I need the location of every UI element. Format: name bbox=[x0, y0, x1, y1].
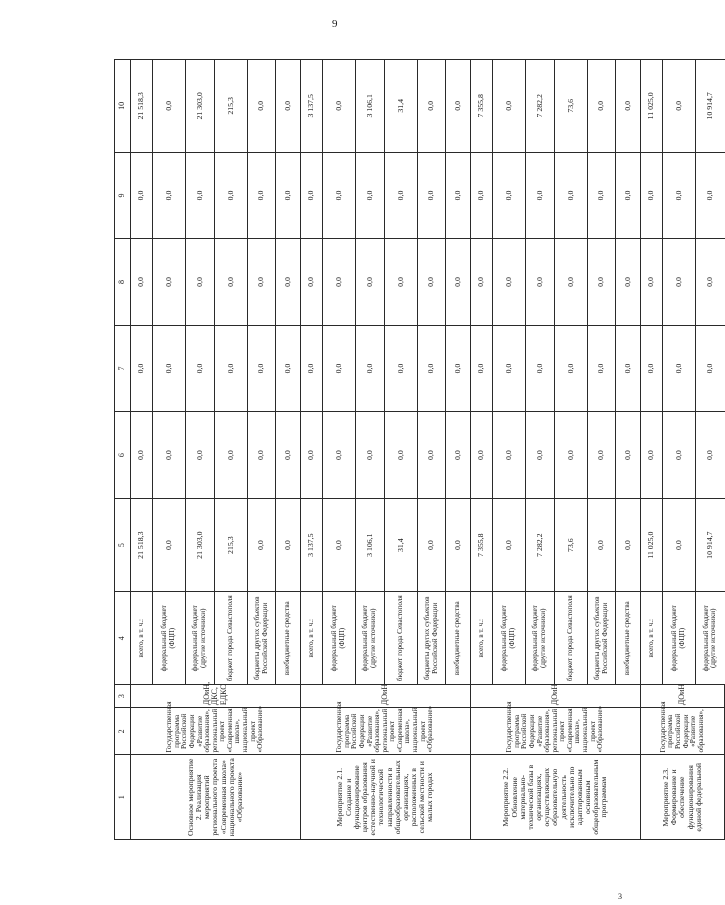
amount-v6: 0,0 bbox=[385, 412, 418, 499]
amount-v10: 31,4 bbox=[385, 60, 418, 153]
column-header-5: 5 bbox=[115, 498, 131, 592]
funding-source: федеральный бюджет (другие источники) bbox=[186, 592, 215, 685]
amount-v8: 0,0 bbox=[153, 239, 186, 326]
amount-v10: 7 355,8 bbox=[471, 60, 493, 153]
amount-v7: 0,0 bbox=[323, 325, 356, 412]
amount-v6: 0,0 bbox=[323, 412, 356, 499]
amount-v10: 7 282,2 bbox=[526, 60, 555, 153]
amount-v9: 0,0 bbox=[616, 152, 641, 239]
amount-v9: 0,0 bbox=[696, 152, 725, 239]
amount-v10: 0,0 bbox=[248, 60, 276, 153]
amount-v7: 0,0 bbox=[663, 325, 696, 412]
program-reference: Государственная программа Российской Федерации «Развитие образования», региональный проект «Современная школа», национальный проект «Образование» bbox=[131, 708, 301, 755]
funding-source: федеральный бюджет (ФЦП) bbox=[153, 592, 186, 685]
amount-v8: 0,0 bbox=[588, 239, 616, 326]
column-header-8: 8 bbox=[115, 239, 131, 326]
amount-v10: 0,0 bbox=[418, 60, 446, 153]
column-header-10: 10 bbox=[115, 60, 131, 153]
responsible-executor: ДОиН bbox=[641, 685, 725, 708]
amount-v7: 0,0 bbox=[276, 325, 301, 412]
amount-v9: 0,0 bbox=[248, 152, 276, 239]
amount-v7: 0,0 bbox=[418, 325, 446, 412]
amount-v9: 0,0 bbox=[493, 152, 526, 239]
amount-v6: 0,0 bbox=[186, 412, 215, 499]
funding-source: бюджеты других субъектов Российской Федерации bbox=[588, 592, 616, 685]
amount-v6: 0,0 bbox=[493, 412, 526, 499]
funding-source: внебюджетные средства bbox=[446, 592, 471, 685]
header-row bbox=[115, 60, 131, 840]
amount-v9: 0,0 bbox=[588, 152, 616, 239]
amount-v10: 0,0 bbox=[588, 60, 616, 153]
amount-v10: 3 137,5 bbox=[301, 60, 323, 153]
funding-source: федеральный бюджет (другие источники) bbox=[526, 592, 555, 685]
amount-v6: 0,0 bbox=[418, 412, 446, 499]
table-row bbox=[131, 60, 153, 840]
amount-v10: 0,0 bbox=[493, 60, 526, 153]
amount-v8: 0,0 bbox=[248, 239, 276, 326]
amount-v5: 3 106,1 bbox=[356, 498, 385, 592]
amount-v6: 0,0 bbox=[526, 412, 555, 499]
program-reference: Государственная программа Российской Федерации «Развитие образования», bbox=[641, 708, 725, 755]
activity-name: Мероприятие 2.3. Формирование и обеспечение функционирования единой федеральной bbox=[641, 755, 725, 840]
amount-v5: 0,0 bbox=[153, 498, 186, 592]
column-header-2: 2 bbox=[115, 708, 131, 755]
amount-v10: 0,0 bbox=[276, 60, 301, 153]
amount-v7: 0,0 bbox=[215, 325, 248, 412]
column-header-7: 7 bbox=[115, 325, 131, 412]
amount-v5: 0,0 bbox=[493, 498, 526, 592]
amount-v9: 0,0 bbox=[276, 152, 301, 239]
amount-v5: 0,0 bbox=[446, 498, 471, 592]
funding-source: бюджет города Севастополя bbox=[555, 592, 588, 685]
amount-v6: 0,0 bbox=[301, 412, 323, 499]
amount-v6: 0,0 bbox=[696, 412, 725, 499]
amount-v5: 21 303,0 bbox=[186, 498, 215, 592]
amount-v8: 0,0 bbox=[356, 239, 385, 326]
amount-v8: 0,0 bbox=[418, 239, 446, 326]
amount-v10: 21 518,3 bbox=[131, 60, 153, 153]
amount-v7: 0,0 bbox=[493, 325, 526, 412]
funding-source: бюджет города Севастополя bbox=[385, 592, 418, 685]
amount-v7: 0,0 bbox=[446, 325, 471, 412]
amount-v5: 0,0 bbox=[418, 498, 446, 592]
amount-v7: 0,0 bbox=[696, 325, 725, 412]
page-number: 9 bbox=[332, 18, 338, 30]
amount-v9: 0,0 bbox=[471, 152, 493, 239]
funding-source: федеральный бюджет (ФЦП) bbox=[663, 592, 696, 685]
table-row bbox=[301, 60, 323, 840]
responsible-executor: ДОиН bbox=[301, 685, 471, 708]
amount-v7: 0,0 bbox=[301, 325, 323, 412]
amount-v9: 0,0 bbox=[301, 152, 323, 239]
amount-v9: 0,0 bbox=[418, 152, 446, 239]
amount-v8: 0,0 bbox=[526, 239, 555, 326]
table-row bbox=[471, 60, 493, 840]
funding-source: федеральный бюджет (ФЦП) bbox=[493, 592, 526, 685]
amount-v7: 0,0 bbox=[248, 325, 276, 412]
corner-mark: 3 bbox=[618, 892, 622, 901]
amount-v9: 0,0 bbox=[555, 152, 588, 239]
amount-v6: 0,0 bbox=[215, 412, 248, 499]
amount-v6: 0,0 bbox=[248, 412, 276, 499]
amount-v8: 0,0 bbox=[641, 239, 663, 326]
budget-table bbox=[114, 59, 725, 840]
amount-v6: 0,0 bbox=[153, 412, 186, 499]
amount-v9: 0,0 bbox=[385, 152, 418, 239]
amount-v9: 0,0 bbox=[186, 152, 215, 239]
amount-v10: 0,0 bbox=[153, 60, 186, 153]
amount-v9: 0,0 bbox=[641, 152, 663, 239]
amount-v5: 215,3 bbox=[215, 498, 248, 592]
amount-v5: 11 025,0 bbox=[641, 498, 663, 592]
funding-source: бюджет города Севастополя bbox=[215, 592, 248, 685]
amount-v5: 31,4 bbox=[385, 498, 418, 592]
amount-v6: 0,0 bbox=[616, 412, 641, 499]
amount-v5: 0,0 bbox=[588, 498, 616, 592]
funding-source: всего, в т. ч.: bbox=[641, 592, 663, 685]
activity-name: Мероприятие 2.2. Обновление материально-технической базы в организациях, осуществляющих образовательную деятельность исключительно по адаптированным основным общеобразовательным программам bbox=[471, 755, 641, 840]
amount-v9: 0,0 bbox=[356, 152, 385, 239]
amount-v9: 0,0 bbox=[446, 152, 471, 239]
column-header-3: 3 bbox=[115, 685, 131, 708]
amount-v8: 0,0 bbox=[131, 239, 153, 326]
amount-v8: 0,0 bbox=[663, 239, 696, 326]
amount-v9: 0,0 bbox=[663, 152, 696, 239]
amount-v6: 0,0 bbox=[471, 412, 493, 499]
amount-v8: 0,0 bbox=[493, 239, 526, 326]
amount-v7: 0,0 bbox=[131, 325, 153, 412]
amount-v6: 0,0 bbox=[276, 412, 301, 499]
program-reference: Государственная программа Российской Федерации «Развитие образования», региональный проект «Современная школа», национальный проект «Образование» bbox=[471, 708, 641, 755]
amount-v8: 0,0 bbox=[555, 239, 588, 326]
amount-v6: 0,0 bbox=[131, 412, 153, 499]
amount-v9: 0,0 bbox=[153, 152, 186, 239]
amount-v5: 7 355,8 bbox=[471, 498, 493, 592]
amount-v8: 0,0 bbox=[215, 239, 248, 326]
column-header-4: 4 bbox=[115, 592, 131, 685]
amount-v8: 0,0 bbox=[696, 239, 725, 326]
amount-v5: 0,0 bbox=[276, 498, 301, 592]
column-header-9: 9 bbox=[115, 152, 131, 239]
amount-v8: 0,0 bbox=[471, 239, 493, 326]
funding-source: федеральный бюджет (другие источники) bbox=[356, 592, 385, 685]
funding-source: внебюджетные средства bbox=[276, 592, 301, 685]
amount-v5: 21 518,3 bbox=[131, 498, 153, 592]
amount-v7: 0,0 bbox=[641, 325, 663, 412]
funding-source: федеральный бюджет (ФЦП) bbox=[323, 592, 356, 685]
amount-v10: 11 025,0 bbox=[641, 60, 663, 153]
amount-v8: 0,0 bbox=[301, 239, 323, 326]
funding-source: внебюджетные средства bbox=[616, 592, 641, 685]
amount-v6: 0,0 bbox=[588, 412, 616, 499]
amount-v6: 0,0 bbox=[555, 412, 588, 499]
amount-v10: 215,3 bbox=[215, 60, 248, 153]
column-header-6: 6 bbox=[115, 412, 131, 499]
amount-v6: 0,0 bbox=[663, 412, 696, 499]
funding-source: федеральный бюджет (другие источники) bbox=[696, 592, 725, 685]
amount-v10: 73,6 bbox=[555, 60, 588, 153]
responsible-executor: ДОиН, ДКС, ЕДКС bbox=[131, 685, 301, 708]
amount-v7: 0,0 bbox=[186, 325, 215, 412]
amount-v7: 0,0 bbox=[616, 325, 641, 412]
amount-v9: 0,0 bbox=[323, 152, 356, 239]
program-reference: Государственная программа Российской Федерации «Развитие образования», региональный проект «Современная школа», национальный проект «Образование» bbox=[301, 708, 471, 755]
amount-v6: 0,0 bbox=[356, 412, 385, 499]
amount-v7: 0,0 bbox=[153, 325, 186, 412]
amount-v9: 0,0 bbox=[131, 152, 153, 239]
amount-v6: 0,0 bbox=[641, 412, 663, 499]
amount-v7: 0,0 bbox=[588, 325, 616, 412]
funding-source: всего, в т. ч.: bbox=[131, 592, 153, 685]
amount-v8: 0,0 bbox=[186, 239, 215, 326]
rotated-table-container bbox=[114, 59, 718, 840]
amount-v10: 0,0 bbox=[663, 60, 696, 153]
column-header-1: 1 bbox=[115, 755, 131, 840]
amount-v7: 0,0 bbox=[356, 325, 385, 412]
amount-v7: 0,0 bbox=[471, 325, 493, 412]
amount-v10: 21 303,0 bbox=[186, 60, 215, 153]
amount-v10: 3 106,1 bbox=[356, 60, 385, 153]
amount-v5: 0,0 bbox=[248, 498, 276, 592]
amount-v5: 0,0 bbox=[663, 498, 696, 592]
amount-v6: 0,0 bbox=[446, 412, 471, 499]
amount-v10: 0,0 bbox=[616, 60, 641, 153]
funding-source: всего, в т. ч.: bbox=[471, 592, 493, 685]
amount-v5: 0,0 bbox=[616, 498, 641, 592]
amount-v8: 0,0 bbox=[323, 239, 356, 326]
responsible-executor: ДОиН bbox=[471, 685, 641, 708]
amount-v7: 0,0 bbox=[385, 325, 418, 412]
amount-v8: 0,0 bbox=[385, 239, 418, 326]
funding-source: бюджеты других субъектов Российской Федерации bbox=[248, 592, 276, 685]
amount-v5: 7 282,2 bbox=[526, 498, 555, 592]
amount-v7: 0,0 bbox=[526, 325, 555, 412]
amount-v8: 0,0 bbox=[616, 239, 641, 326]
amount-v5: 0,0 bbox=[323, 498, 356, 592]
activity-name: Основное мероприятие 2. Реализация мероприятий регионального проекта «Современная школа» национального проекта «Образование» bbox=[131, 755, 301, 840]
amount-v9: 0,0 bbox=[526, 152, 555, 239]
amount-v8: 0,0 bbox=[446, 239, 471, 326]
amount-v10: 10 914,7 bbox=[696, 60, 725, 153]
amount-v5: 73,6 bbox=[555, 498, 588, 592]
funding-source: всего, в т. ч.: bbox=[301, 592, 323, 685]
table-row bbox=[641, 60, 663, 840]
amount-v9: 0,0 bbox=[215, 152, 248, 239]
amount-v7: 0,0 bbox=[555, 325, 588, 412]
funding-source: бюджеты других субъектов Российской Федерации bbox=[418, 592, 446, 685]
amount-v5: 3 137,5 bbox=[301, 498, 323, 592]
amount-v5: 10 914,7 bbox=[696, 498, 725, 592]
amount-v10: 0,0 bbox=[323, 60, 356, 153]
amount-v10: 0,0 bbox=[446, 60, 471, 153]
amount-v8: 0,0 bbox=[276, 239, 301, 326]
activity-name: Мероприятие 2.1. Создание и функционирование центров образования естественно-научной и технологической направленности в общеобразовательных организациях, расположенных в сельской местности и малых городах bbox=[301, 755, 471, 840]
